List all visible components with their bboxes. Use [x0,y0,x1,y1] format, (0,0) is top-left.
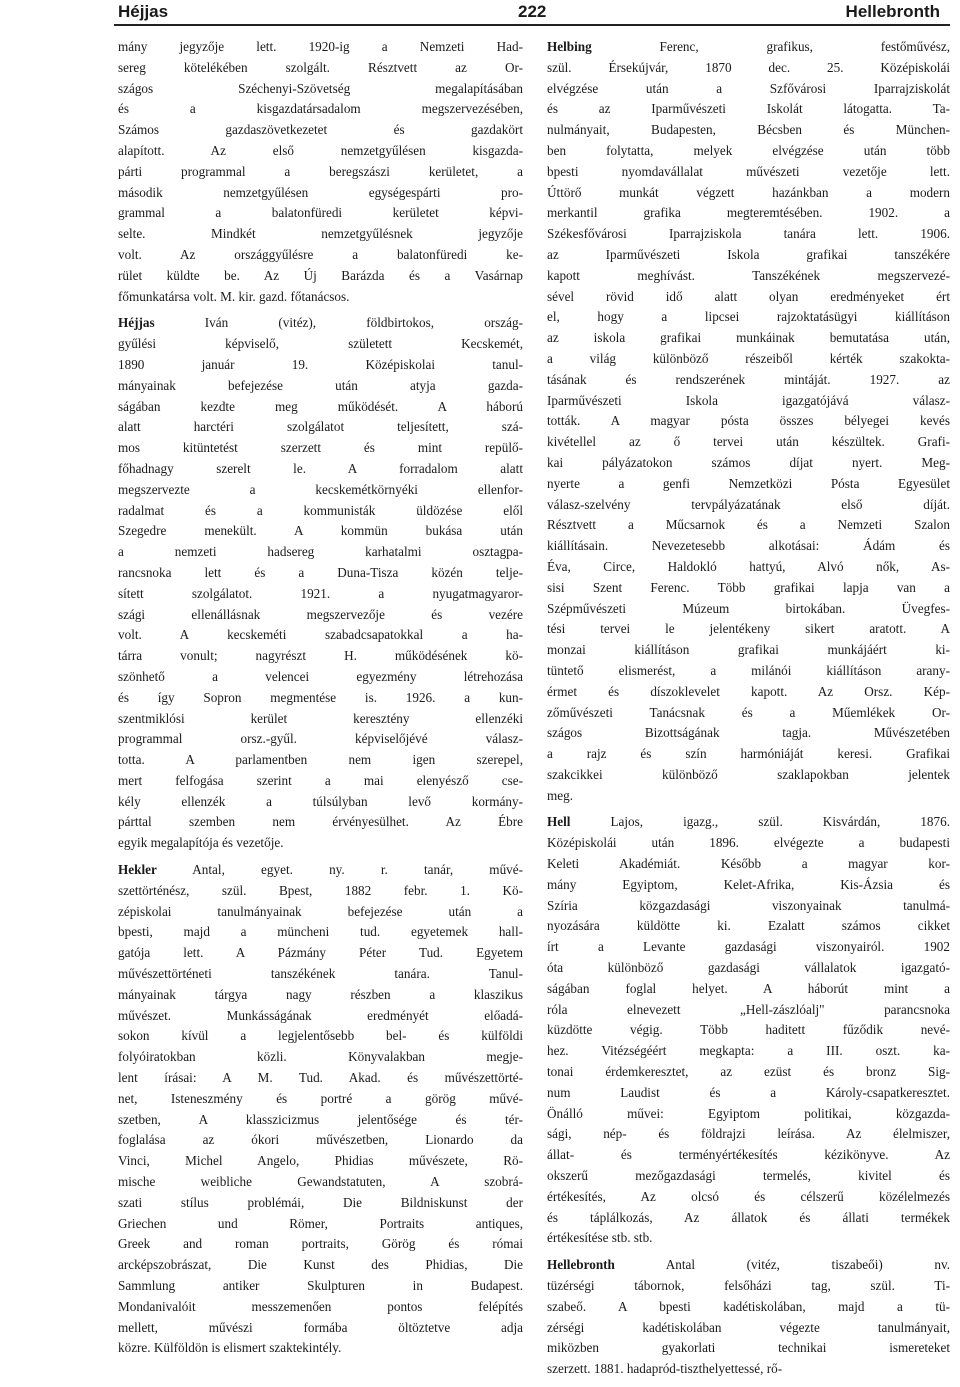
text-line: alatt harctéri szolgálatot teljesített, szá- [118,419,523,435]
text-line: zérségi kadétiskolában végezte tanulmányait, [547,1319,950,1335]
entry-name: Héjjas [118,315,155,331]
text-line: num Laudist és a Károly-csapatkeresztet. [547,1084,950,1100]
text-line: selte. Mindkét nemzetgyűlésnek jegyzője [118,226,523,242]
text-line: mány Egyiptom, Kelet-Afrika, Kis-Ázsia és [547,876,950,892]
text-line: a világ különböző részeiből kérték szakokta- [547,350,950,366]
text-line: Szíria közgazdasági viszonyainak tanulmá- [547,897,950,913]
text-line: okszerű mezőgazdasági termelés, kivitel és [547,1168,950,1184]
text-line: radalmat és a kommunisták üldözése elől [118,502,523,518]
text-line [547,37,950,58]
text-line: szettörténész, szül. Bpest, 1882 febr. 1. Kö- [118,882,523,898]
text-line: ben folytatta, melyek elvégzése után több [547,142,950,158]
page-number: 222 [518,2,547,21]
text-line: szágos Széchenyi-Szövetség megalapításában [118,80,523,96]
text-line: mányainak befejezése után atyja gazda- [118,377,523,393]
header-left-word: Héjjas [118,2,169,21]
text-line: szabeő. A bpesti kadétiskolában, majd a tü- [547,1298,950,1314]
text-line: lent írásai: A M. Tud. Akad. és művészettörté- [118,1070,523,1086]
text-line: mert felfogása szerint a mai elenyésző cse- [118,772,523,788]
text-line: sokon kívül a legjelentősebb bel- és külföldi [118,1028,523,1044]
text-line: meg. [547,787,574,803]
text-line: nyozására küldötte ki. Ezalatt számos cikket [547,918,950,934]
text-line: Keleti Akadémiát. Később a magyar kor- [547,856,950,872]
text-line: kapott meghívást. Tanszékének megszervezé- [547,267,950,283]
text-line: értékesítése stb. stb. [547,1230,653,1246]
text-line: rancsnoka lett és a Duna-Tisza közén telje- [118,564,523,580]
biography-entry [118,860,523,1359]
text-line: válasz-szelvény tervpályázatának első díját. [547,496,950,512]
text-line: és az Iparművészeti Iskolát látogatta. Ta- [547,101,950,117]
continued-text [118,37,523,307]
entry-first-line-text: Iván (vitéz), földbirtokos, ország- [154,315,523,331]
text-line: szerzett. 1881. hadapród-tiszthelyettessé, rő- [547,1361,783,1377]
text-line: az Iparművészeti Iskola grafikai tanszékére [547,246,950,262]
text-line: grammal a balatonfüredi kerületet képvi- [118,205,523,221]
text-line: Számos gazdaszövetkezetet és gazdakört [118,122,523,138]
text-line: megszervezte a kecskemétkörnyéki ellenfor- [118,481,523,497]
header-rule [114,24,950,26]
text-line: nyerte a genfi Nemzetközi Pósta Egyesület [547,475,950,491]
text-line: sági, nép- és földrajzi leírása. Az élelmiszer, [547,1126,950,1142]
text-line: Greek and roman portraits, Görög és római [118,1236,523,1252]
text-line: el, hogy a lipcsei rajzoktatásügyi kiállításon [547,309,950,325]
header-right-word: Hellebronth [845,2,940,21]
text-line: mos kitüntetést szerzett és mint repülő- [118,440,523,456]
text-line: sereg kötelékében szolgált. Résztvett az Or- [118,59,523,75]
text-line: sével rövid idő alatt olyan eredményeket ért [547,288,950,304]
entry-name: Hell [547,814,571,830]
entry-first-line-text: Antal, egyet. ny. r. tanár, művé- [156,862,523,878]
text-line: tárra vonult; nagyrészt H. működésének kö- [118,648,523,664]
text-line: az iskola grafikai munkáinak bemutatása után, [547,330,950,346]
text-line: szati stílus problémái, Die Bildniskunst der [118,1194,523,1210]
text-line: programmal orsz.-gyűl. képviselőjévé válasz- [118,731,523,747]
text-line: kai pályázatokon számos díjat nyert. Meg- [547,454,950,470]
text-line: merkantil grafika megteremtésében. 1902. a [547,205,950,221]
text-line: szágos Bizottságának tagja. Művészetében [547,725,950,741]
text-line: 1890 január 19. Középiskolai tanul- [118,356,523,372]
running-header [118,0,950,26]
text-line: szönhető a velencei egyezmény létrehozása [118,668,523,684]
biography-entry [547,1255,950,1380]
text-line [547,812,950,833]
text-line: második nemzetgyűlésen egységespárti pro- [118,184,523,200]
entry-first-line-text: Antal (vitéz, tiszabeői) nv. [614,1257,950,1273]
entry-name: Hekler [118,862,157,878]
text-line: a nemzeti hadsereg karhatalmi osztagpa- [118,544,523,560]
text-line: és táplálkozás, Az állatok és állati termékek [547,1209,950,1225]
text-line: kivétellel az ő tervei után készültek. Grafi- [547,434,950,450]
text-line: szentmiklósi kerület keresztény ellenzéki [118,710,523,726]
text-line: Szépművészeti Múzeum birtokában. Üvegfes- [547,600,950,616]
text-line: tásának és rendszerének mintáját. 1927. az [547,371,950,387]
entry-first-line-text: Ferenc, grafikus, festőművész, [591,39,950,54]
text-line: Griechen und Römer, Portraits antiques, [118,1215,523,1231]
text-line: mische weibliche Gewandstatuten, A szobrá- [118,1174,523,1190]
text-line: Önálló művei: Egyiptom politikai, közgazda- [547,1105,950,1121]
text-line: és így Sopron megmentése is. 1926. a kun- [118,689,523,705]
text-line: Középiskolái után 1896. elvégezte a budapesti [547,835,950,851]
text-line: bpesti nyomdavállalat művészeti vezetője lett. [547,163,950,179]
text-line: mányainak tárgya nagy részben a klaszikus [118,986,523,1002]
text-line: gatója lett. A Pázmány Péter Tud. Egyetem [118,945,523,961]
text-line: szakcikkei különböző szaklapokban jelentek [547,766,950,782]
text-line: érmet és díszoklevelet kapott. Az Orsz. Kép- [547,683,950,699]
text-line: Szegedre menekült. A kommün bukása után [118,523,523,539]
text-line: kiállításain. Nevezetesebb alkotásai: Ádám és [547,538,950,554]
text-line: miközben gyakorlati technikai ismereteket [547,1340,950,1356]
text-line: tonai érdemkeresztet, az ezüst és bronz Sig- [547,1064,950,1080]
text-line: Éva, Circe, Haldokló hattyú, Alvó nők, As- [547,558,950,574]
text-line: nulmányait, Budapesten, Bécsben és München- [547,122,950,138]
text-line: állat- és terményértékesítés kézikönyve. Az [547,1147,950,1163]
text-line: tüzérségi tábornok, felsőházi tag, szül. Ti- [547,1278,950,1294]
text-line: művészet. Munkásságának eredményét előadá- [118,1007,523,1023]
text-line: ságában foglal helyet. A háborút mint a [547,980,950,996]
text-line [118,860,523,881]
text-line: óta különböző gazdasági vállalatok igazgató- [547,960,950,976]
text-line: párttal szemben nem érvényesülhet. Az Ébre [118,814,523,830]
text-line: gyűlési képviselő, született Kecskemét, [118,336,523,352]
text-line: rület küldte be. Az Új Barázda és a Vasárnap [118,267,523,283]
text-line: sített szolgálatot. 1921. a nyugatmagyaror- [118,585,523,601]
text-line: totta. A parlamentben nem igen szerepel, [118,752,523,768]
text-line: művészettörténeti tanszékének tanára. Tanul- [118,966,523,982]
text-line: net, Isteneszmény és portré a görög művé- [118,1090,523,1106]
text-line: értékesítés, Az olcsó és célszerű közélelmezés [547,1188,950,1204]
text-line: Mondanivalóit messzemenően pontos felépítés [118,1298,523,1314]
text-line: Vinci, Michel Angelo, Phidias művészete, Rö- [118,1153,523,1169]
text-line: zőművészeti Tanácsnak és a Műemlékek Or- [547,704,950,720]
right-column [547,37,950,1380]
text-line: arcképszobrászat, Die Kunst des Phidias, Die [118,1257,523,1273]
biography-entry [547,812,950,1249]
text-line: alapított. Az első nemzetgyűlésen kisgazda- [118,142,523,158]
text-line: volt. Az országgyűlésre a balatonfüredi ke- [118,246,523,262]
text-line: írt a Levante gazdasági viszonyairól. 1902 [547,939,950,955]
text-line [118,313,523,334]
text-line: főmunkatársa volt. M. kir. gazd. főtanácsos. [118,288,350,304]
text-line: mellett, művészi formába öltöztetve adja [118,1319,523,1335]
entry-name: Helbing [547,39,592,54]
left-column [118,37,523,1359]
text-line: Résztvett a Műcsarnok és a Nemzeti Szalon [547,517,950,533]
text-line: bpesti, majd a müncheni tud. egyetemek hall- [118,924,523,940]
biography-entry [547,37,950,806]
entry-name: Hellebronth [547,1257,615,1273]
text-line: egyik megalapítója és vezetője. [118,835,284,851]
text-line: mány jegyzője lett. 1920-ig a Nemzeti Had- [118,39,523,54]
text-line: Iparművészeti Iskola igazgatójává válasz- [547,392,950,408]
entry-first-line-text: Lajos, igazg., szül. Kisvárdán, 1876. [570,814,950,830]
text-line: monzai kiállításon grafikai munkájáért ki- [547,642,950,658]
text-line [547,1255,950,1276]
text-line: hez. Vitézségéért megkapta: a III. oszt. ka- [547,1043,950,1059]
text-line: szül. Érsekújvár, 1870 dec. 25. Középiskolái [547,59,950,75]
text-line: küzdötte végig. Több haditett fűződik nevé- [547,1022,950,1038]
text-line: ságában kezdte meg működését. A háború [118,398,523,414]
text-line: Úttörő munkát végzett hazánkban a modern [547,184,950,200]
text-line: és a kisgazdatársadalom megszervezésében, [118,101,523,117]
text-line: főhadnagy szerelt le. A forradalom alatt [118,460,523,476]
text-line: elvégzése után a Szfővárosi Iparrajziskolát [547,80,950,96]
text-line: a rajz és szín harmóniáját keresi. Grafikai [547,746,950,762]
text-line: róla elnevezett „Hell-zászlóalj" parancsnoka [547,1001,950,1017]
text-line: folyóiratokban közli. Könyvalakban megje- [118,1049,523,1065]
text-line: párti programmal a beregszászi kerületet, a [118,163,523,179]
text-line: volt. A kecskeméti szabadcsapatokkal a ha- [118,627,523,643]
text-line: tották. A magyar pósta összes bélyegei kevés [547,413,950,429]
text-line: közre. Külföldön is elismert szaktekintély. [118,1340,342,1356]
text-line: zépiskolai tanulmányainak befejezése után a [118,903,523,919]
text-line: kély ellenzék a túlsúlyban levő kormány- [118,793,523,809]
text-line: szági ellenállásnak megszervezője és vezére [118,606,523,622]
text-line: szetben, A klasszicizmus jelentősége és tér- [118,1111,523,1127]
text-line: Székesfővárosi Iparrajziskola tanára lett. 1906. [547,226,950,242]
text-line: tési tervei le jelentékeny sikert aratott. A [547,621,950,637]
text-line: tüntető elismerést, a milánói kiállításon arany- [547,662,950,678]
text-line: foglalása az ókori művészetben, Lionardo da [118,1132,523,1148]
text-line: Sammlung antiker Skulpturen in Budapest. [118,1278,523,1294]
text-line: sisi Szent Ferenc. Több grafikai lapja van a [547,579,950,595]
biography-entry [118,313,523,854]
